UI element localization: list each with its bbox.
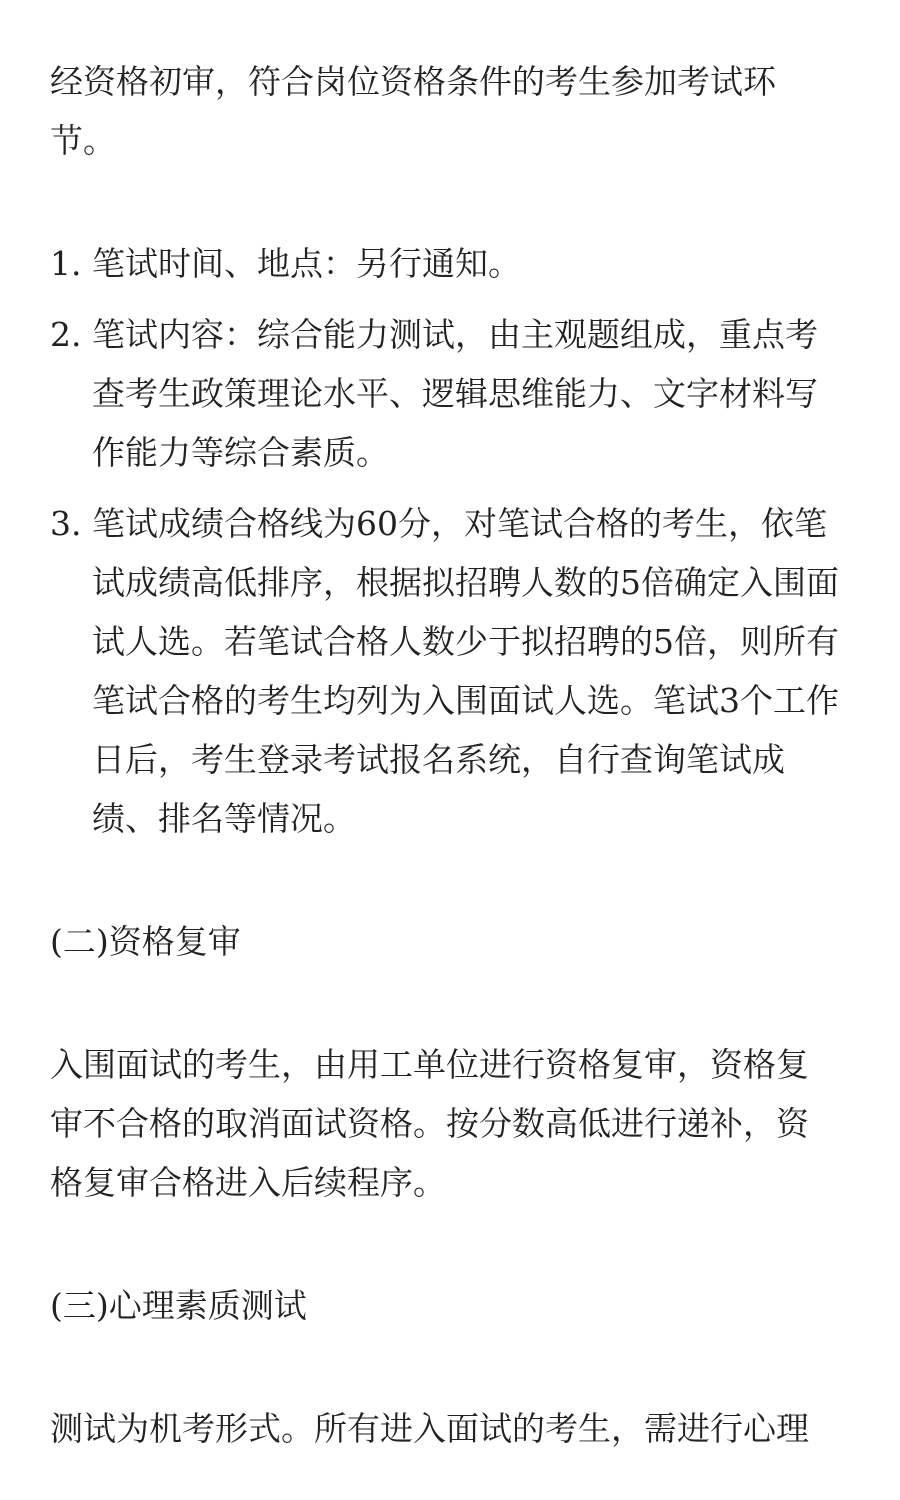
list-item — [50, 494, 850, 848]
list-item-text: 笔试时间、地点：另行通知。 — [92, 244, 521, 283]
list-item — [50, 305, 850, 482]
section-heading-psych-test: (三)心理素质测试 — [50, 1286, 307, 1325]
spacer — [50, 848, 850, 912]
list-item-number: 1. — [50, 244, 82, 283]
list-item-text: 笔试内容：综合能力测试，由主观题组成，重点考查考生政策理论水平、逻辑思维能力、文字材料写作能力等综合素质。 — [92, 315, 818, 472]
spacer — [50, 1212, 850, 1276]
spacer — [50, 1335, 850, 1399]
list-item — [50, 234, 850, 293]
review-paragraph: 入围面试的考生，由用工单位进行资格复审，资格复审不合格的取消面试资格。按分数高低进行递补，资格复审合格进入后续程序。 — [50, 1045, 809, 1202]
section-heading-review: (二)资格复审 — [50, 922, 241, 961]
list-item-number: 3. — [50, 504, 82, 543]
exam-list — [50, 234, 850, 848]
spacer — [50, 971, 850, 1035]
psych-test-paragraph: 测试为机考形式。所有进入面试的考生，需进行心理 — [50, 1409, 809, 1448]
spacer — [50, 170, 850, 234]
list-item-number: 2. — [50, 315, 82, 354]
list-item-text: 笔试成绩合格线为60分，对笔试合格的考生，依笔试成绩高低排序，根据拟招聘人数的5倍确定入围面试人选。若笔试合格人数少于拟招聘的5倍，则所有笔试合格的考生均列为入围面试人选。笔试3个工作日后，考生登录考试报名系统，自行查询笔试成绩、排名等情况。 — [92, 504, 839, 838]
intro-paragraph: 经资格初审，符合岗位资格条件的考生参加考试环节。 — [50, 62, 776, 160]
